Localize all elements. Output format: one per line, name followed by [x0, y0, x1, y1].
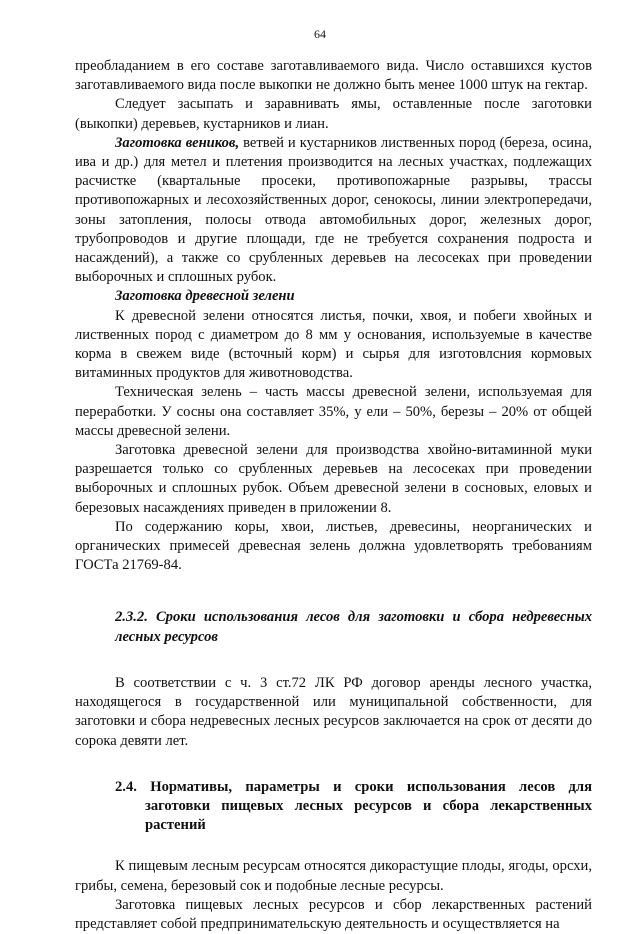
paragraph-greens-harvest: Заготовка древесной зелени для производства хвойно-витаминной муки разрешается только со срубленных деревьев на лесосеках при проведении выборочных и сплошных рубок. Объем древесной зелени в сосновых, еловых и березовых насаждениях приведен в приложении 8. [75, 442, 592, 516]
paragraph-greens-gost: По содержанию коры, хвои, листьев, древесины, неорганических и органических примесей древесная зелень должна удовлетворять требованиям ГОСТа 21769-84. [75, 518, 592, 574]
spacer [75, 647, 592, 674]
spacer [75, 751, 592, 778]
brooms-text: ветвей и кустарников лиственных пород (береза, осина, ива и др.) для метел и плетения производится на лесных участках, подлежащих расчистке (квартальные просеки, противопожарные разрывы, трассы противопожарных и лесохозяйственных дорог, сенокосы, линии электропередачи, зоны затопления, полосы отвода автомобильных дорог, железных дорог, трубопроводов и другие площади, где не требуется сохранения подроста и насаждений), а также со срубленных деревьев на лесосеках при проведении выборочных и сплошных рубок. [75, 134, 592, 286]
paragraph-greens-definition: К древесной зелени относятся листья, почки, хвоя, и побеги хвойных и лиственных пород с диаметром до 8 мм у основания, используемые в качестве корма в свежем виде (всточный корм) и сырья для изготовлсния кормовых витаминных продуктов для животноводства. [75, 307, 592, 382]
page-content [75, 57, 592, 934]
page-number: 64 [314, 27, 326, 41]
paragraph-pits: Следует засыпать и заравнивать ямы, оставленные после заготовки (выкопки) деревьев, кустарников и лиан. [75, 96, 592, 132]
section-heading-2-3-2: 2.3.2. Сроки использования лесов для заготовки и сбора недревесных лесных ресурсов [115, 609, 592, 645]
spacer [75, 575, 592, 608]
paragraph-lease-term: В соответствии с ч. 3 ст.72 ЛК РФ договор аренды лесного участка, находящегося в государственной или муниципальной собственности, для заготовки и сбора недревесных лесных ресурсов заключается на срок от десяти до сорока девяти лет. [75, 674, 592, 749]
paragraph-food-resources: К пищевым лесным ресурсам относятся дикорастущие плоды, ягоды, орсхи, грибы, семена, березовый сок и подобные лесные ресурсы. [75, 858, 592, 894]
paragraph-food-harvest: Заготовка пищевых лесных ресурсов и сбор лекарственных растений представляет собой предпринимательскую деятельность и осуществляется на [75, 896, 592, 932]
spacer [75, 835, 592, 857]
section-heading-2-4: 2.4. Нормативы, параметры и сроки использования лесов для заготовки пищевых лесных ресурсов и сбора лекарственных растений [115, 778, 592, 834]
subheading-greens: Заготовка древесной зелени [115, 288, 295, 305]
paragraph-continuation: преобладанием в его составе заготавливаемого вида. Число оставшихся кустов заготавливаемого вида после выкопки не должно быть менее 1000 штук на гектар. [75, 58, 592, 94]
paragraph-brooms [75, 134, 592, 288]
brooms-lead: Заготовка веников, [115, 134, 240, 151]
paragraph-technical-greens: Техническая зелень – часть массы древесной зелени, используемая для переработки. У сосны она составляет 35%, у ели – 50%, березы – 20% от общей массы древесной зелени. [75, 384, 592, 439]
